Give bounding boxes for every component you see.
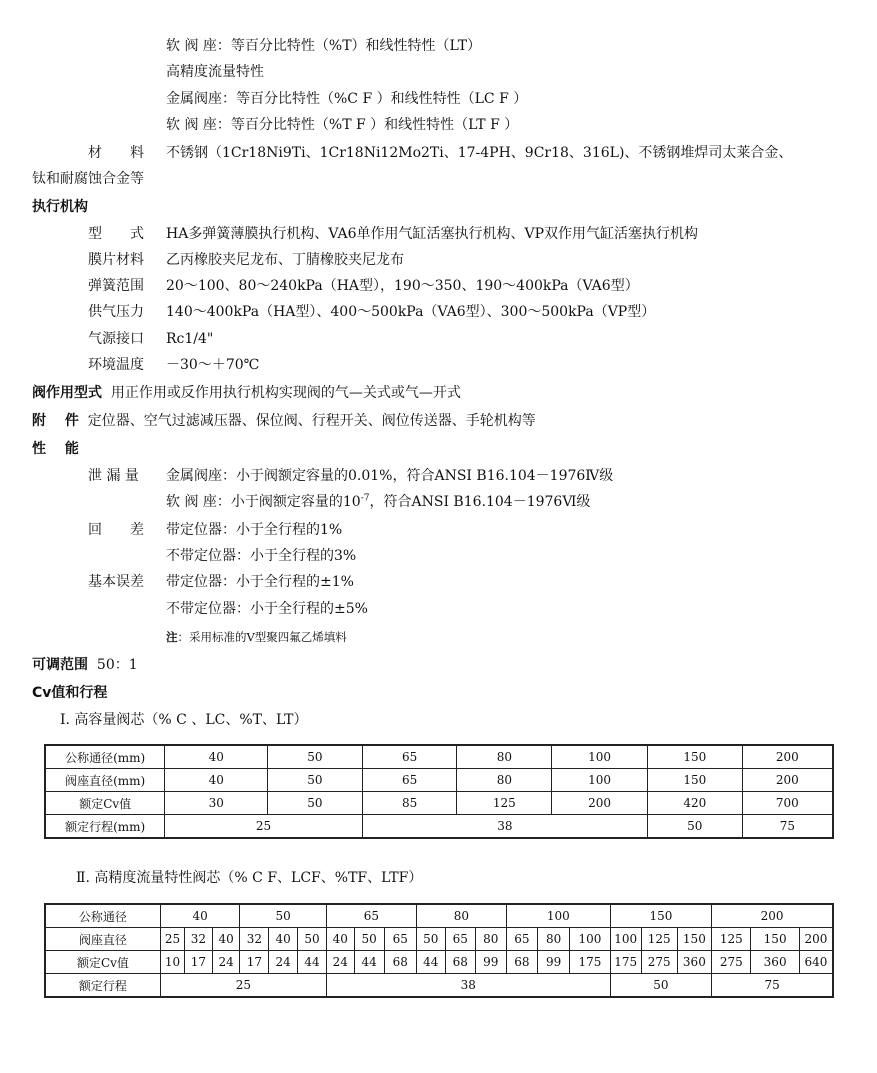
cell: 80 [475,928,506,951]
table1-title: Ⅰ. 高容量阀芯（% C 、LC、%T、LT） [60,712,308,728]
cell: 17 [240,951,269,974]
leakage-soft-text: 软 阀 座：小于阀额定容量的10 [166,494,361,510]
row-value: Rc1/4" [166,331,214,347]
cell: 65 [384,928,416,951]
cell: 68 [445,951,475,974]
cell: 360 [677,951,712,974]
cell: 200 [799,928,833,951]
actuator-row-spring [88,276,639,296]
cell: 65 [506,928,537,951]
cell: 275 [641,951,677,974]
note-label: 注 [166,630,178,644]
row-value: 乙丙橡胶夹尼龙布、丁腈橡胶夹尼龙布 [166,252,404,268]
cell: 40 [326,928,354,951]
material-text: 不锈钢（1Cr18Ni9Ti、1Cr18Ni12Mo2Ti、17-4PH、9Cr18、316L)、不锈钢堆焊司太莱合金、 [166,145,793,161]
row-label: 公称通径(mm) [45,745,165,769]
cell: 40 [269,928,298,951]
row-label: 型 式 [88,226,144,242]
basic-error-row [88,572,354,592]
hysteresis-row [88,520,342,540]
cell: 175 [610,951,641,974]
action-heading: 阀作用型式 [32,385,102,401]
table-row [45,792,833,815]
cell: 99 [475,951,506,974]
table2-title: Ⅱ. 高精度流量特性阀芯（% C F、LCF、%TF、LTF） [76,870,423,886]
cell: 125 [712,928,751,951]
cell: 24 [269,951,298,974]
cell: 50 [240,904,326,928]
cell: 40 [160,904,240,928]
range-text: 50：1 [96,657,138,673]
table-row [45,904,833,928]
cell: 32 [185,928,213,951]
cell: 99 [538,951,570,974]
row-label: 阀座直径(mm) [45,769,165,792]
cell: 24 [212,951,240,974]
basic-error-label: 基本误差 [88,574,144,590]
actuator-row-temperature [88,355,259,375]
row-label: 供气压力 [88,304,144,320]
soft-seat-characteristic: 软 阀 座：等百分比特性（%T）和线性特性（LT） [166,38,482,54]
cell: 150 [677,928,712,951]
cell: 125 [641,928,677,951]
row-label: 环境温度 [88,357,144,373]
row-label: 弹簧范围 [88,278,144,294]
hp-soft-seat-characteristic: 软 阀 座：等百分比特性（%T F ）和线性特性（LT F ） [166,117,519,133]
row-label: 额定行程(mm) [45,815,165,839]
range-row [32,655,138,675]
cell: 200 [742,745,833,769]
row-value: HA多弹簧薄膜执行机构、VA6单作用气缸活塞执行机构、VP双作用气缸活塞执行机构 [166,226,699,242]
cell: 40 [212,928,240,951]
high-precision-heading: 高精度流量特性 [166,64,264,80]
cell: 100 [552,769,648,792]
action-text: 用正作用或反作用执行机构实现阀的气—关式或气—开式 [110,385,461,401]
row-label: 额定Cv值 [45,792,165,815]
cell: 32 [240,928,269,951]
basic-error-with-positioner: 带定位器：小于全行程的±1% [166,574,354,590]
cell: 360 [751,951,799,974]
cell: 30 [165,792,268,815]
cell: 100 [506,904,610,928]
cell: 80 [457,745,552,769]
leakage-soft [166,492,590,512]
cell: 65 [362,745,457,769]
cell: 200 [742,769,833,792]
cell: 25 [165,815,362,839]
cell: 80 [457,769,552,792]
cell: 50 [298,928,327,951]
cell: 50 [268,769,363,792]
action-row [32,383,461,403]
range-heading: 可调范围 [32,657,88,673]
material-text-cont: 钛和耐腐蚀合金等 [32,171,144,187]
actuator-row-supply [88,302,655,322]
cell: 50 [416,928,445,951]
note-text: ：采用标准的V型聚四氟乙烯填料 [177,630,347,644]
table-row [45,745,833,769]
cell: 420 [647,792,742,815]
cell: 75 [712,974,833,998]
cell: 24 [326,951,354,974]
accessory-text: 定位器、空气过滤减压器、保位阀、行程开关、阀位传送器、手轮机构等 [87,413,536,429]
cell: 40 [165,769,268,792]
cell: 10 [160,951,184,974]
row-value: 20～100、80～240kPa（HA型），190～350、190～400kPa（VA6型） [166,278,639,294]
accessory-row [32,411,536,431]
row-label: 气源接口 [88,331,144,347]
table-row [45,815,833,839]
cell: 200 [712,904,833,928]
cell: 25 [160,928,184,951]
cell: 50 [354,928,384,951]
cell: 700 [742,792,833,815]
cell: 44 [416,951,445,974]
actuator-row-connection [88,329,213,349]
basic-error-without-positioner: 不带定位器：小于全行程的±5% [166,601,368,617]
leakage-label: 泄 漏 量 [88,468,139,484]
leakage-exponent: -7 [360,493,370,504]
cell: 44 [298,951,327,974]
performance-heading: 性 能 [32,441,79,457]
table-row [45,951,833,974]
leakage-soft-text-b: ，符合ANSI B16.104－1976Ⅵ级 [369,494,591,510]
cell: 50 [610,974,712,998]
hysteresis-without-positioner: 不带定位器：小于全行程的3% [166,548,357,564]
row-value: 140～400kPa（HA型）、400～500kPa（VA6型）、300～500kPa（VP型） [166,304,656,320]
row-label: 公称通径 [45,904,160,928]
cell: 17 [185,951,213,974]
row-label: 额定行程 [45,974,160,998]
cell: 150 [751,928,799,951]
cell: 100 [570,928,610,951]
cell: 175 [570,951,610,974]
actuator-row-type [88,224,698,244]
cell: 38 [326,974,610,998]
material-label: 材 料 [88,145,144,161]
actuator-heading: 执行机构 [32,199,88,215]
hysteresis-label: 回 差 [88,522,144,538]
cell: 65 [326,904,416,928]
table-row [45,769,833,792]
cell: 100 [552,745,648,769]
high-precision-cv-table [44,903,834,998]
table-row [45,974,833,998]
row-label: 阀座直径 [45,928,160,951]
leakage-metal: 金属阀座：小于阀额定容量的0.01%，符合ANSI B16.104－1976Ⅳ级 [166,468,614,484]
cell: 65 [445,928,475,951]
cv-heading: Cv值和行程 [32,685,108,701]
cell: 38 [362,815,647,839]
cell: 40 [165,745,268,769]
cell: 640 [799,951,833,974]
cell: 44 [354,951,384,974]
cell: 80 [538,928,570,951]
cell: 85 [362,792,457,815]
cell: 200 [552,792,648,815]
cell: 125 [457,792,552,815]
table-row [45,928,833,951]
cell: 75 [742,815,833,839]
leakage-row [88,466,613,486]
high-capacity-cv-table [44,744,834,839]
cell: 150 [647,745,742,769]
cell: 100 [610,928,641,951]
cell: 150 [610,904,712,928]
accessory-heading: 附 件 [32,413,79,429]
row-value: －30～＋70℃ [166,357,260,373]
hp-metal-seat-characteristic: 金属阀座：等百分比特性（%C F ）和线性特性（LC F ） [166,91,528,107]
cell: 275 [712,951,751,974]
cell: 50 [268,745,363,769]
packing-note [166,627,347,647]
cell: 80 [416,904,506,928]
cell: 150 [647,769,742,792]
row-label: 额定Cv值 [45,951,160,974]
cell: 50 [647,815,742,839]
cell: 25 [160,974,326,998]
cell: 65 [362,769,457,792]
cell: 68 [506,951,537,974]
row-label: 膜片材料 [88,252,144,268]
cell: 50 [268,792,363,815]
hysteresis-with-positioner: 带定位器：小于全行程的1% [166,522,343,538]
actuator-row-diaphragm [88,250,404,270]
cell: 68 [384,951,416,974]
material-row [88,143,792,163]
